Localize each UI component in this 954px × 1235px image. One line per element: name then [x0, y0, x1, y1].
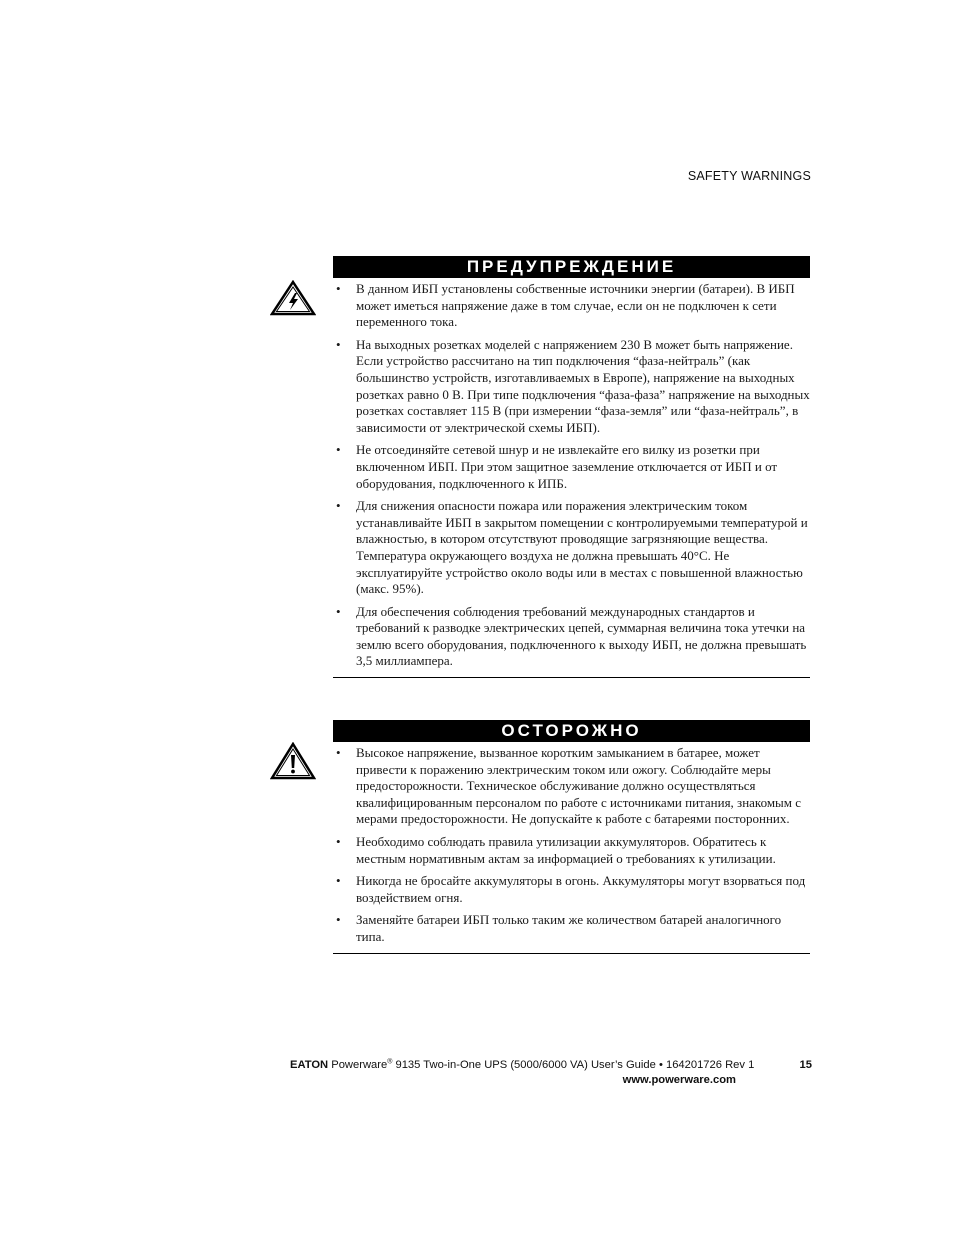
page-footer [290, 1059, 812, 1086]
bullet-text: Необходимо соблюдать правила утилизации аккумуляторов. Обратитесь к местным нормативным актам за информацией о требованиях к утилизации. [356, 833, 776, 866]
caution-section [333, 720, 810, 954]
bullet-icon: • [336, 281, 341, 296]
bullet-text: В данном ИБП установлены собственные источники энергии (батареи). В ИБП может иметься напряжение даже в том случае, если он не подключен к сети переменного тока. [356, 281, 795, 330]
bullet-icon: • [336, 498, 341, 514]
exclamation-triangle-icon [270, 742, 316, 780]
bullet-icon: • [336, 603, 341, 619]
list-item [333, 873, 810, 906]
registered-mark: ® [387, 1058, 393, 1066]
bullet-icon: • [336, 912, 341, 928]
list-item [333, 745, 810, 828]
list-item [333, 337, 810, 437]
caution-list [333, 745, 810, 946]
list-item [333, 604, 810, 670]
section-divider [333, 953, 810, 954]
bullet-text: Заменяйте батареи ИБП только таким же количеством батарей аналогичного типа. [356, 912, 782, 944]
bullet-text: Высокое напряжение, вызванное коротким замыканием в батарее, может привести к поражению электрическим током или ожогу. Соблюдайте меры предосторожности. Техническое обслуживание должно осуществляться квалифицированным персоналом по работе с источниками питания, знакомым с мерами предосторожности. Не допускайте к работе с батареями посторонних. [356, 745, 802, 827]
bullet-icon: • [336, 745, 341, 760]
bullet-icon: • [336, 873, 341, 889]
electrical-shock-triangle-icon [270, 280, 316, 316]
running-head: SAFETY WARNINGS [687, 169, 811, 183]
guide-title: 9135 Two-in-One UPS (5000/6000 VA) User’s Guide • 164201726 Rev 1 [392, 1059, 755, 1071]
bullet-icon: • [336, 336, 341, 352]
warning-banner: ПРЕДУПРЕЖДЕНИЕ [333, 256, 810, 278]
list-item [333, 498, 810, 598]
caution-banner: ОСТОРОЖНО [333, 720, 810, 742]
bullet-icon: • [336, 833, 341, 849]
bullet-icon: • [336, 442, 341, 458]
list-item [333, 442, 810, 492]
bullet-text: Для обеспечения соблюдения требований международных стандартов и требований к разводке электрических цепей, суммарная величина тока утечки на землю всего оборудования, подключенного к выходу ИБП, не должна превышать 3,5 миллиампера. [356, 603, 807, 669]
product-name: Powerware [331, 1059, 388, 1071]
warning-list [333, 281, 810, 670]
page-number: 15 [799, 1059, 812, 1071]
bullet-text: Не отсоединяйте сетевой шнур и не извлекайте его вилку из розетки при включенном ИБП. При этом защитное заземление отключается от ИБП и от оборудования, подключенного к ИПБ. [356, 442, 778, 491]
footer-url[interactable]: www.powerware.com [622, 1074, 736, 1086]
list-item [333, 912, 810, 945]
list-item [333, 281, 810, 331]
section-divider [333, 677, 810, 678]
bullet-text: Для снижения опасности пожара или поражения электрическим током устанавливайте ИБП в закрытом помещении с контролируемыми температурой и влажностью, в котором отсутствуют проводящие загрязняющие вещества. Температура окружающего воздуха не должна превышать 40°C. Не эксплуатируйте устройство около воды или в местах с повышенной влажностью (макс. 95%). [356, 498, 808, 597]
list-item [333, 834, 810, 867]
bullet-text: Никогда не бросайте аккумуляторы в огонь. Аккумуляторы могут взорваться под воздействием огня. [356, 873, 806, 905]
bullet-text: На выходных розетках моделей с напряжением 230 В может быть напряжение. Если устройство рассчитано на тип подключения “фаза-нейтраль” (как большинство устройств, изготавливаемых в Европе), напряжение на выходных розетках равно 0 В. При типе подключения “фаза-фаза” напряжение на выходных розетках составляет 115 В (при измерении “фаза-земля” или “фаза-нейтраль”, в зависимости от электрической схемы ИБП). [356, 336, 810, 435]
brand-name: EATON [290, 1059, 329, 1071]
warning-section [333, 256, 810, 678]
